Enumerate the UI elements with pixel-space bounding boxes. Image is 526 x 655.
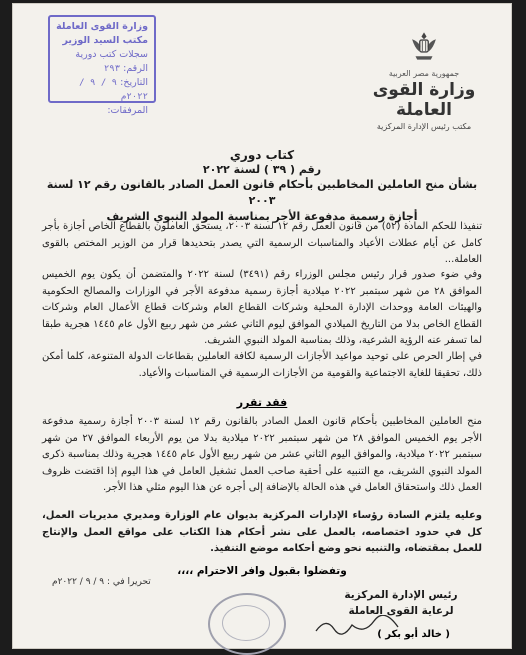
- document-page: [12, 3, 512, 649]
- paragraph-1: تنفيذا للحكم المادة (٥٢) من قانون العمل رقم ١٢ لسنة ٢٠٠٣، يستحق العاملون بالقطاع الخاص أجازة بأجر كامل عن أيام عطلات الأعياد والمناسبات الرسمية التي يصدر بتحديدها قرار من الوزير المختص بالقوى العاملة...: [42, 221, 482, 265]
- subject-line-2: أجازة رسمية مدفوعة الأجر بمناسبة المولد النبوي الشريف: [106, 210, 418, 223]
- stamp-date-row: [56, 76, 148, 104]
- stamp-line-3: سجلات كتب دورية: [75, 49, 148, 60]
- letterhead: [354, 29, 494, 131]
- document-subject: [42, 177, 482, 225]
- stamp-number-row: [56, 62, 148, 76]
- ministry-name: وزارة القوى العاملة: [372, 80, 476, 120]
- stamp-line-2: مكتب السيد الوزير: [62, 35, 148, 46]
- paragraph-5: وعليه يلتزم السادة رؤساء الإدارات المركزية بديوان عام الوزارة ومديري مديريات العمل، كل في حدود اختصاصه، بالعمل على نشر أحكام هذا الكتاب على مواقع العمل والإنتاج للعمل بمقتضاه، والتنبيه نحو وضع أحكامه موضع التنفيذ.: [42, 510, 482, 554]
- decision-heading: فقد تقرر: [236, 396, 288, 409]
- document-title: كتاب دوري: [229, 148, 295, 162]
- stamp-attachments-label: المرفقات:: [107, 105, 148, 116]
- dated-line: تحريرا في : ٩ / ٩ / ٢٠٢٢م: [52, 577, 151, 587]
- signature-line-1: رئيس الإدارة المركزية: [344, 589, 458, 601]
- paragraph-2: وفي ضوء صدور قرار رئيس مجلس الوزراء رقم (٣٤٩١) لسنة ٢٠٢٢ والمتضمن أن يكون يوم الخميس الموافق ٢٨ من شهر سبتمبر ٢٠٢٢ ميلادية أجازة رسمية مدفوعة الأجر في الوزارات والمصالح الحكومية والهيئات العامة ووحدات الإدارة المحلية وشركات القطاع العام وشركات قطاع الأعمال العام وشركات القطاع الخاص بدلا من التاريخ الميلادي الموافق ليوم الثاني عشر من شهر ربيع الأول عام ١٤٤٥ هجرية طبقا لما تسفر عنه الرؤية الشرعية، وذلك بمناسبة المولد النبوي الشريف.: [42, 269, 483, 346]
- office-name: مكتب رئيس الإدارة المركزية: [376, 122, 472, 131]
- stamp-number-value: ٢٩٣: [103, 64, 121, 74]
- republic-name: جمهورية مصر العربية: [388, 69, 460, 78]
- signatory-name: ( خالد أبو بكر ): [377, 629, 450, 640]
- signature-line-2: لرعاية القوى العاملة: [348, 605, 454, 617]
- document-number: رقم ( ٣٩ ) لسنة ٢٠٢٢: [202, 163, 322, 176]
- paragraph-3: في إطار الحرص على توحيد مواعيد الأجازات الرسمية لكافة العاملين بقطاعات الدولة المتنوعة، كلما أمكن ذلك، تحقيقا للغاية الاجتماعية والقومية من الأجازات الرسمية في المناسبات والأعياد.: [42, 351, 482, 379]
- official-seal-icon: [208, 593, 286, 655]
- egypt-eagle-icon: [407, 29, 441, 63]
- stamp-date-label: التاريخ:: [120, 77, 148, 88]
- registry-stamp: [48, 15, 156, 116]
- subject-line-1: بشأن منح العاملين المخاطبين بأحكام قانون العمل الصادر بالقانون رقم ١٢ لسنة ٢٠٠٣: [46, 178, 478, 207]
- stamp-line-1: وزارة القوى العاملة: [56, 21, 148, 32]
- closing-line: وتفضلوا بقبول وافر الاحترام ،،،،: [177, 565, 347, 577]
- stamp-date-value: ٩ / ٩ / ٢٠٢٢م: [79, 78, 148, 102]
- stamp-number-label: الرقم:: [123, 63, 148, 74]
- paragraph-4: منح العاملين المخاطبين بأحكام قانون العمل الصادر بالقانون رقم ١٢ لسنة ٢٠٠٣ أجازة رسمية مدفوعة الأجر يوم الخميس الموافق ٢٨ من شهر سبتمبر ٢٠٢٢ ميلادية بدلا من يوم الأربعاء الموافق ٢٧ من شهر سبتمبر ٢٠٢٢ ميلادية، والموافق اليوم الثاني عشر من شهر ربيع الأول عام ١٤٤٥ هجرية وذلك بمناسبة ذكرى المولد النبوي الشريف، مع التنبيه على أحقية صاحب العمل تشغيل العامل في هذا اليوم إذا اقتضت ظروف العمل ذلك واستحقاق العامل في هذه الحالة بالإضافة إلى أجره عن هذا اليوم مثلي هذا الأجر.: [42, 416, 483, 493]
